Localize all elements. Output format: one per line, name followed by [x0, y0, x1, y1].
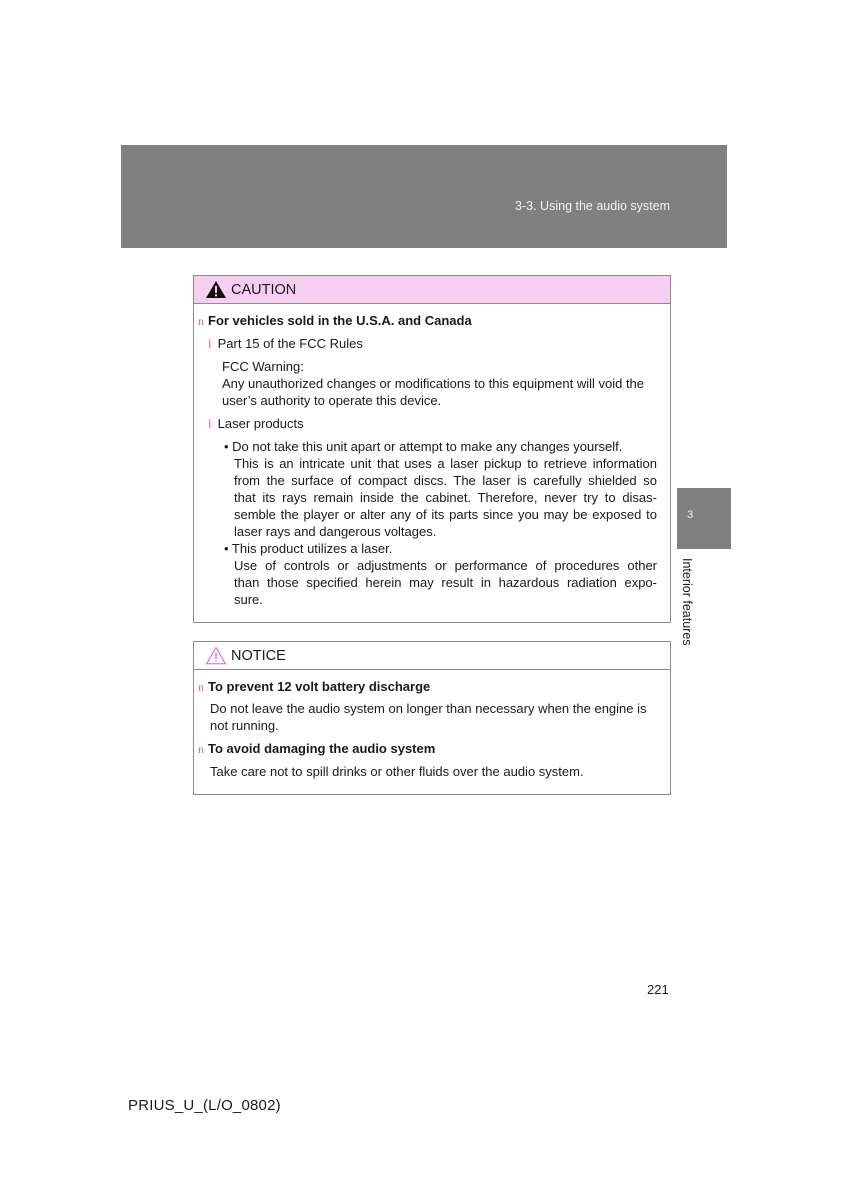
- notice-text1-line: not running.: [210, 718, 279, 733]
- bullet2-line: • This product utilizes a laser.: [224, 541, 393, 556]
- page-number: 221: [647, 982, 669, 997]
- section-bullet: n: [198, 314, 204, 328]
- footer-code: PRIUS_U_(L/O_0802): [128, 1097, 281, 1114]
- chapter-tab: [677, 488, 731, 549]
- fcc-text-line: user’s authority to operate this device.: [222, 393, 442, 408]
- bullet1-line: laser rays and dangerous voltages.: [234, 524, 437, 539]
- warning-icon: [205, 280, 227, 299]
- bullet2-line: sure.: [234, 592, 263, 607]
- section-bullet: n: [198, 680, 204, 694]
- notice-text1-line: Do not leave the audio system on longer than necessary when the engine is: [210, 701, 647, 716]
- caution-item2-title: Laser products: [217, 416, 304, 431]
- bullet2-line: than those specified herein may result in hazardous radiation expo-: [234, 575, 657, 590]
- notice-title: NOTICE: [231, 647, 286, 664]
- caution-item2-row: [208, 415, 304, 432]
- notice-heading1: To prevent 12 volt battery discharge: [208, 679, 431, 694]
- caution-item1-title: Part 15 of the FCC Rules: [217, 336, 363, 351]
- notice-text2: Take care not to spill drinks or other fluids over the audio system.: [210, 764, 584, 779]
- notice-header: [194, 642, 670, 670]
- bullet1-line: that its rays remain inside the cabinet. Therefore, never try to disas-: [234, 490, 657, 505]
- chapter-label: [678, 558, 698, 658]
- item-bullet: l: [208, 416, 212, 431]
- bullet1-line: This is an intricate unit that uses a laser pickup to retrieve information: [234, 456, 657, 471]
- caution-title: CAUTION: [231, 281, 297, 298]
- bullet1-line: semble the player or alter any of its parts since you may be exposed to: [234, 507, 657, 522]
- item-bullet: l: [208, 336, 212, 351]
- caution-item1-row: [208, 335, 363, 352]
- section-bullet: n: [198, 742, 204, 756]
- fcc-text-line: Any unauthorized changes or modifications to this equipment will void the: [222, 376, 645, 391]
- notice-box: [193, 641, 671, 795]
- bullet1-line: from the surface of compact discs. The laser is carefully shielded so: [234, 473, 657, 488]
- bullet1-line: • Do not take this unit apart or attempt to make any changes yourself.: [224, 439, 623, 454]
- caution-heading: For vehicles sold in the U.S.A. and Canada: [208, 313, 472, 328]
- caution-header: [194, 276, 670, 304]
- chapter-number: 3: [687, 509, 694, 521]
- notice-heading2-row: [198, 740, 435, 758]
- bullet2-line: Use of controls or adjustments or performance of procedures other: [234, 558, 657, 573]
- caution-heading-row: [198, 312, 472, 330]
- notice-heading2: To avoid damaging the audio system: [208, 741, 436, 756]
- section-title: 3-3. Using the audio system: [515, 199, 670, 213]
- notice-heading1-row: [198, 678, 430, 696]
- warning-outline-icon: [205, 646, 227, 665]
- caution-box: [193, 275, 671, 623]
- header-band: [121, 145, 727, 248]
- chapter-label-text: Interior features: [680, 558, 694, 646]
- fcc-label: FCC Warning:: [222, 359, 304, 374]
